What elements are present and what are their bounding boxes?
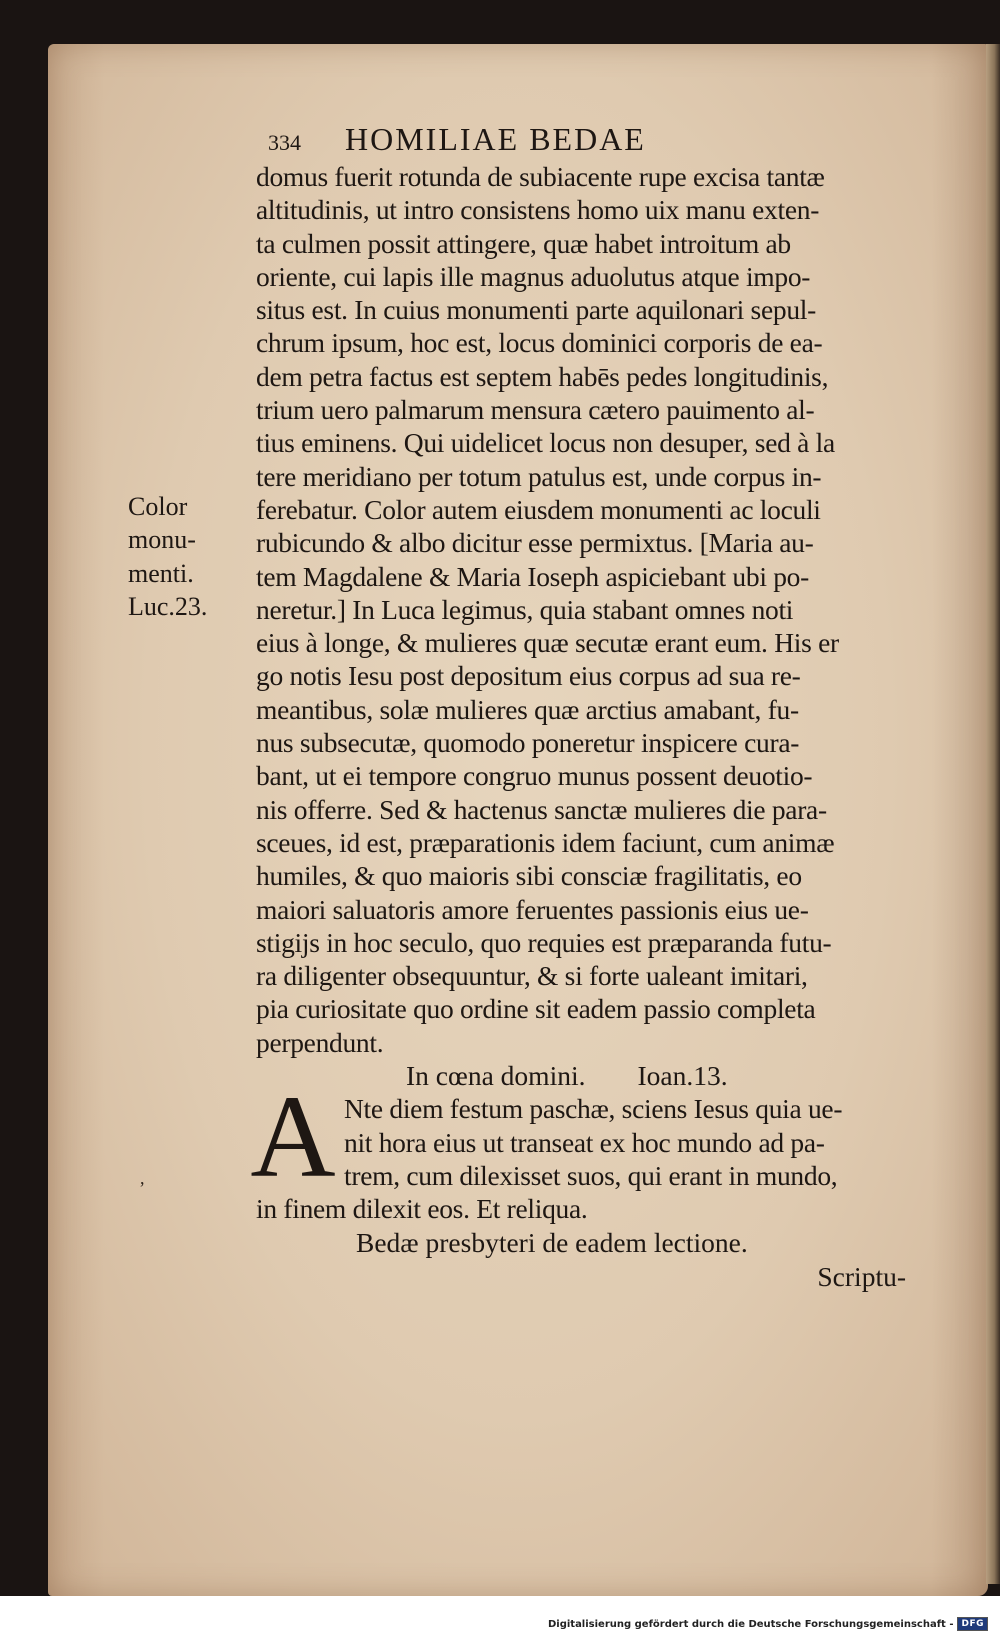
- text-line: go notis Iesu post depositum eius corpus ad sua re-: [256, 660, 801, 692]
- text-line: trem, cum dilexisset suos, qui erant in mundo,: [344, 1159, 838, 1191]
- ink-mark: ,: [140, 1168, 145, 1188]
- section-title: In cœna domini.: [406, 1060, 586, 1092]
- dfg-logo: DFG: [957, 1617, 988, 1631]
- text-line: sceues, id est, præparationis idem faciunt, cum animæ: [256, 826, 835, 858]
- section-heading: [256, 1059, 936, 1092]
- text-line: meantibus, solæ mulieres quæ arctius amabant, fu-: [256, 693, 799, 725]
- page-number: 334: [268, 130, 301, 155]
- section-reference: Ioan.13.: [637, 1060, 728, 1092]
- catchword: Scriptu-: [817, 1260, 906, 1292]
- drop-cap: A: [250, 1071, 336, 1202]
- running-title: HOMILIAE BEDAE: [345, 121, 646, 157]
- text-line: ta culmen possit attingere, quæ habet introitum ab: [256, 227, 791, 259]
- text-line: trium uero palmarum mensura cætero pauimento al-: [256, 394, 815, 426]
- sub-heading: Bedæ presbyteri de eadem lectione.: [356, 1226, 748, 1258]
- text-line: bant, ut ei tempore congruo munus possent deuotio-: [256, 760, 813, 792]
- text-line: chrum ipsum, hoc est, locus dominici corporis de ea-: [256, 327, 823, 359]
- text-line: nis offerre. Sed & hactenus sanctæ mulieres die para-: [256, 793, 827, 825]
- text-line: tem Magdalene & Maria Ioseph aspiciebant ubi po-: [256, 560, 809, 592]
- footer-text: Digitalisierung gefördert durch die Deutsche Forschungsgemeinschaft -: [547, 1618, 954, 1630]
- text-line: situs est. In cuius monumenti parte aquilonari sepul-: [256, 294, 816, 326]
- text-line: altitudinis, ut intro consistens homo uix manu exten-: [256, 194, 820, 226]
- marginal-note: Color: [128, 492, 188, 521]
- text-line: dem petra factus est septem habēs pedes longitudinis,: [256, 360, 829, 392]
- text-line: tere meridiano per totum patulus est, unde corpus in-: [256, 460, 822, 492]
- marginal-notes: [128, 490, 244, 623]
- text-line: eius à longe, & mulieres quæ secutæ erant eum. His er: [256, 627, 839, 659]
- text-line: maiori saluatoris amore feruentes passionis eius ue-: [256, 893, 809, 925]
- text-line: in finem dilexit eos. Et reliqua.: [256, 1193, 588, 1225]
- text-line: rubicundo & albo dicitur esse permixtus. [Maria au-: [256, 527, 814, 559]
- footer: [548, 1617, 988, 1631]
- main-text: [256, 160, 936, 1295]
- text-line: oriente, cui lapis ille magnus aduolutus atque impo-: [256, 260, 811, 292]
- text-line: domus fuerit rotunda de subiacente rupe excisa tantæ: [256, 161, 825, 192]
- marginal-note: Luc.23.: [128, 591, 208, 621]
- text-line: pia curiositate quo ordine sit eadem passio completa: [256, 993, 816, 1025]
- text-line: nit hora eius ut transeat ex hoc mundo ad pa-: [344, 1126, 825, 1158]
- text-line: tius eminens. Qui uidelicet locus non desuper, sed à la: [256, 427, 835, 459]
- text-line: perpendunt.: [256, 1026, 384, 1058]
- running-head: [268, 122, 788, 160]
- marginal-note: monu-: [128, 525, 196, 555]
- text-line: Nte diem festum paschæ, sciens Iesus quia ue-: [344, 1093, 843, 1125]
- text-line: ra diligenter obsequuntur, & si forte ualeant imitari,: [256, 960, 808, 992]
- text-line: ferebatur. Color autem eiusdem monumenti ac loculi: [256, 493, 821, 525]
- text-line: stigijs in hoc seculo, quo requies est præparanda futu-: [256, 926, 832, 958]
- text-line: neretur.] In Luca legimus, quia stabant omnes noti: [256, 593, 794, 625]
- text-line: nus subsecutæ, quomodo poneretur inspicere cura-: [256, 727, 800, 759]
- page-edge: [986, 44, 1000, 1584]
- text-line: humiles, & quo maioris sibi consciæ fragilitatis, eo: [256, 860, 802, 892]
- marginal-note: menti.: [128, 558, 194, 588]
